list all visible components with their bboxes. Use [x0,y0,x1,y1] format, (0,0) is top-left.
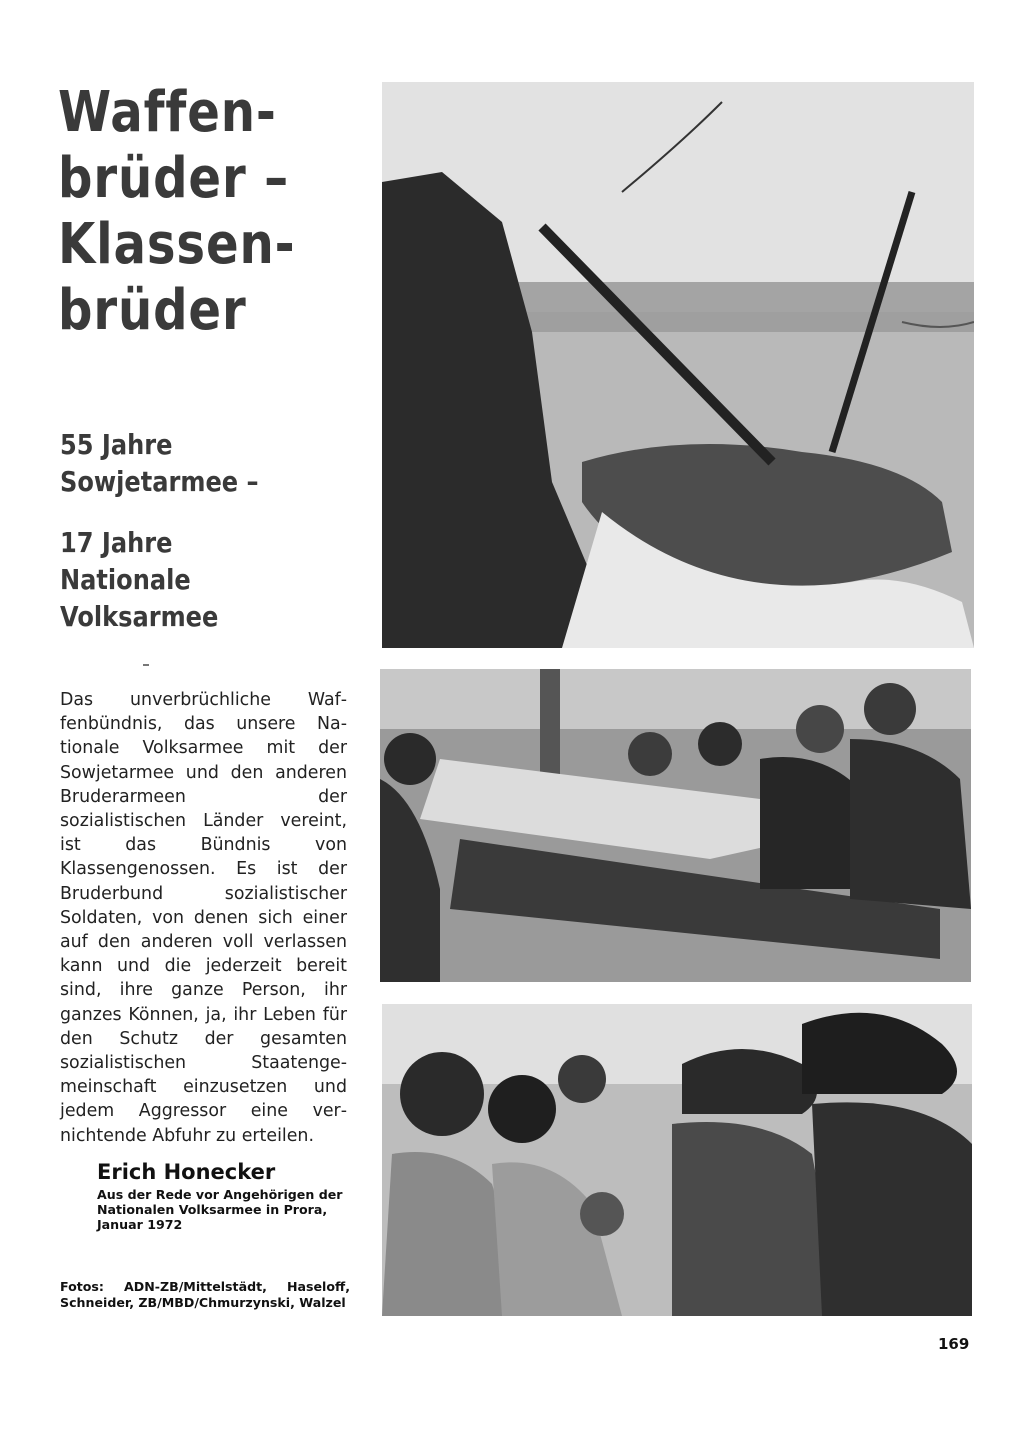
quote-source: Aus der Rede vor Angehörigen der Nationalen Volksarmee in Prora, Januar 1972 [97,1187,343,1232]
subheadline-nva [60,524,318,635]
quote-author: Erich Honecker [97,1160,276,1184]
photo-tank-river-crossing [382,82,974,648]
page-number: 169 [938,1335,970,1353]
quote-text: Das unverbrüchliche Waffenbündnis, das unsere Nationale Volksarmee mit der Sowjetarmee und den anderen Bruderarmeen der sozialistischen Länder vereint, ist das Bündnis von Klassengenossen. Es ist der Bruderbund sozialistischer Soldaten, von denen sich einer auf den anderen voll verlassen kann und die jederzeit bereit sind, ihre ganze Person, ihr ganzes Können, ja, ihr Leben für den Schutz der gesamten sozialistischen Staatengemeinschaft einzusetzen und jedem Aggressor eine vernichtende Abfuhr zu erteilen. [60,690,347,1146]
photo-factory-illustration [380,669,971,982]
subheadline-line: 17 Jahre [60,526,173,559]
photo-greeting-soldiers [382,1004,972,1316]
subheadline-line: Nationale [60,563,191,596]
headline-line: brüder [58,278,247,343]
headline-line: Waffen- [58,80,277,145]
photo-factory-visit [380,669,971,982]
photo-tank-illustration [382,82,974,648]
headline [58,80,316,344]
subheadline-line: Volksarmee [60,600,219,633]
headline-line: brüder – [58,146,290,211]
headline-line: Klassen- [58,212,296,277]
subheadline-line: 55 Jahre [60,428,173,461]
subheadline-line: Sowjetarmee – [60,465,259,498]
divider-mark [143,664,149,666]
photo-credits: Fotos: ADN-ZB/Mittelstädt, Haseloff, Schneider, ZB/MBD/Chmurzynski, Walzel [60,1279,350,1310]
photo-soldiers-illustration [382,1004,972,1316]
subheadline-soviet-army [60,426,318,500]
